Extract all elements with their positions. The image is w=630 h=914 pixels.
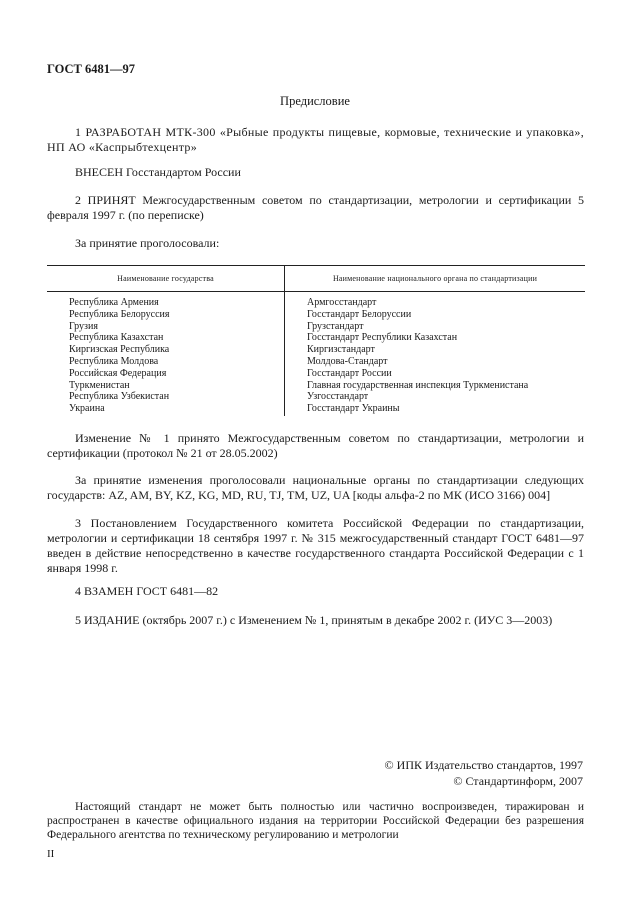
states-table [47,265,585,416]
national-body: Госстандарт Украины [307,403,400,415]
item-2-adopted: 2 ПРИНЯТ Межгосударственным советом по стандартизации, метрологии и сертификации 5 февраля 1997 г. (по переписке) [47,193,584,222]
table-header-row [47,266,585,292]
state-name: Республика Узбекистан [47,391,285,403]
column-header-state: Наименование государства [47,266,285,292]
table-row [47,332,585,344]
amendment-vote-text: За принятие изменения проголосовали национальные органы по стандартизации следующих государств: AZ, AM, BY, KZ, KG, MD, RU, TJ, TM, UZ, UA [коды альфа-2 по МК (ИСО 3166) 004] [47,473,584,502]
state-name: Киргизская Республика [47,344,285,356]
table-row [47,391,585,403]
table-row [47,344,585,356]
table-row [47,321,585,333]
table-row [47,403,585,416]
table-row [47,380,585,392]
document-code: ГОСТ 6481—97 [47,62,136,76]
national-body: Узгосстандарт [307,391,369,403]
state-name: Грузия [47,321,285,333]
table-row [47,368,585,380]
item-4-replaces: 4 ВЗАМЕН ГОСТ 6481—82 [75,584,219,598]
national-body: Киргизстандарт [307,344,375,356]
column-header-national-body: Наименование национального органа по стандартизации [285,266,586,292]
item-5-edition: 5 ИЗДАНИЕ (октябрь 2007 г.) с Изменением № 1, принятым в декабре 2002 г. (ИУС 3—2003) [75,613,553,627]
copyright-line-2: © Стандартинформ, 2007 [453,774,583,788]
item-1-developed: 1 РАЗРАБОТАН МТК-300 «Рыбные продукты пищевые, кормовые, технические и упаковка», НП АО «Каспрыбтехцентр» [47,125,584,154]
national-body: Грузстандарт [307,320,364,332]
copyright-line-1: © ИПК Издательство стандартов, 1997 [384,758,583,772]
state-name: Российская Федерация [47,368,285,380]
national-body: Госстандарт Республики Казахстан [307,332,458,344]
national-body: Главная государственная инспекция Туркменистана [307,379,529,391]
state-name: Республика Казахстан [47,332,285,344]
state-name: Туркменистан [47,380,285,392]
state-name: Республика Молдова [47,356,285,368]
copyright-block [385,757,583,789]
state-name: Украина [47,403,285,416]
national-body: Госстандарт России [307,367,392,379]
page-number: II [47,848,55,860]
national-body: Молдова-Стандарт [307,355,388,367]
table-row [47,309,585,321]
table-row [47,292,585,309]
national-body: Армгосстандарт [307,297,377,308]
reproduction-notice: Настоящий стандарт не может быть полностью или частично воспроизведен, тиражирован и распространен в качестве официального издания на территории Российской Федерации без разрешения Федерального агентства по техническому регулированию и метрологии [47,801,584,841]
state-name: Республика Белоруссия [47,309,285,321]
national-body: Госстандарт Белоруссии [307,308,412,320]
amendment-text: Изменение № 1 принято Межгосударственным советом по стандартизации, метрологии и сертификации (протокол № 21 от 28.05.2002) [47,431,584,460]
table-row [47,356,585,368]
foreword-title: Предисловие [280,94,350,108]
item-3-decree: 3 Постановлением Государственного комитета Российской Федерации по стандартизации, метрологии и сертификации 18 сентября 1997 г. № 315 межгосударственный стандарт ГОСТ 6481—97 введен в действие непосредственно в качестве государственного стандарта Российской Федерации с 1 января 1998 г. [47,516,584,575]
voted-intro: За принятие проголосовали: [75,236,220,250]
introduced-by: ВНЕСЕН Госстандартом России [75,165,241,179]
state-name: Республика Армения [47,292,285,309]
